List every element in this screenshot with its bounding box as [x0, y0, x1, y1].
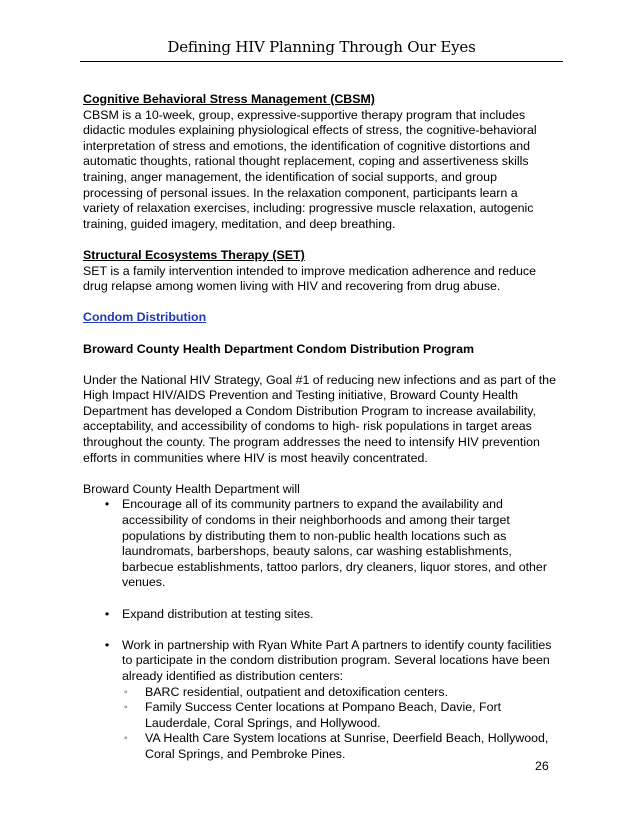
will-intro: Broward County Health Department will: [83, 481, 300, 496]
cbsm-line: processing of personal issues. In the relaxation component, participants learn a: [83, 185, 518, 200]
set-line: drug relapse among women living with HIV and recovering from drug abuse.: [83, 279, 501, 294]
bullet-icon: •: [104, 497, 110, 512]
program-line: efforts in communities where HIV is most heavily concentrated.: [83, 450, 428, 465]
list-item: • Expand distribution at testing sites.: [100, 607, 567, 623]
cbsm-line: interpretation of stress and emotions, the identification of cognitive distortions and: [83, 138, 531, 153]
cbsm-line: didactic modules explaining physiological effects of stress, the cognitive-behavioral: [83, 123, 537, 138]
set-title: Structural Ecosystems Therapy (SET): [83, 247, 305, 262]
program-line: throughout the county. The program addresses the need to intensify HIV prevention: [83, 435, 540, 450]
sub-list-item: ◦ Family Success Center locations at Pompano Beach, Davie, Fort Lauderdale, Coral Springs, and Hollywood.: [124, 700, 502, 730]
location-list: [122, 685, 567, 763]
program-line: Under the National HIV Strategy, Goal #1 of reducing new infections and as part of the: [83, 372, 556, 387]
list-item: • Work in partnership with Ryan White Part A partners to identify county facilities to participate in the condom distribution program. Several locations have been already identified as distribution centers: ◦ BARC residential, outpatient and detoxification centers. ◦ Family Success Center locations at Pompano Beach, Davie, Fort Lauderdale, Coral Springs, and Hollywood. ◦ VA Health Care System locations at Sunrise, Deerfield Beach, Hollywood, Coral Springs, and Pembroke Pines.: [100, 638, 567, 763]
condom-distribution-link[interactable]: Condom Distribution: [83, 310, 207, 325]
cbsm-line: automatic thoughts, rational thought replacement, coping and assertiveness skills: [83, 154, 529, 169]
circle-bullet-icon: ◦: [124, 686, 128, 698]
action-list: [83, 497, 567, 762]
program-title: Broward County Health Department Condom Distribution Program: [83, 341, 475, 356]
program-description: [83, 373, 567, 467]
set-line: SET is a family intervention intended to improve medication adherence and reduce: [83, 263, 536, 278]
circle-bullet-icon: ◦: [124, 733, 128, 745]
cbsm-line: training, guided imagery, meditation, and deep breathing.: [83, 216, 396, 231]
list-item: • Encourage all of its community partners to expand the availability and accessibility of condoms in their neighborhoods and among their target populations by distributing them to non-public health locations such as laundromats, barbershops, beauty salons, car washing establishments, barbecue establishments, tattoo parlors, dry cleaners, liquor stores, and other venues.: [100, 497, 567, 591]
bullet-icon: •: [104, 606, 110, 621]
cbsm-line: CBSM is a 10-week, group, expressive-supportive therapy program that includes: [83, 107, 526, 122]
sub-list-item: ◦ BARC residential, outpatient and detoxification centers.: [124, 684, 449, 699]
section-cbsm: [83, 92, 567, 232]
document-body: [83, 92, 567, 763]
circle-bullet-icon: ◦: [124, 702, 128, 714]
cbsm-line: training, anger management, the identification of social supports, and group: [83, 169, 497, 184]
page-header: [80, 38, 563, 62]
program-line: Department has developed a Condom Distribution Program to increase availability,: [83, 403, 536, 418]
section-set: [83, 248, 567, 295]
sub-list-item: ◦ VA Health Care System locations at Sunrise, Deerfield Beach, Hollywood, Coral Springs, and Pembroke Pines.: [124, 731, 549, 761]
cbsm-title: Cognitive Behavioral Stress Management (CBSM): [83, 92, 375, 106]
program-line: acceptability, and accessibility of condoms to high- risk populations in target areas: [83, 419, 532, 434]
page-number: 26: [535, 759, 549, 773]
header-title: Defining HIV Planning Through Our Eyes: [167, 38, 476, 56]
cbsm-line: variety of relaxation exercises, including: progressive muscle relaxation, autogenic: [83, 201, 534, 216]
bullet-icon: •: [104, 637, 110, 652]
program-line: High Impact HIV/AIDS Prevention and Testing initiative, Broward County Health: [83, 388, 519, 403]
